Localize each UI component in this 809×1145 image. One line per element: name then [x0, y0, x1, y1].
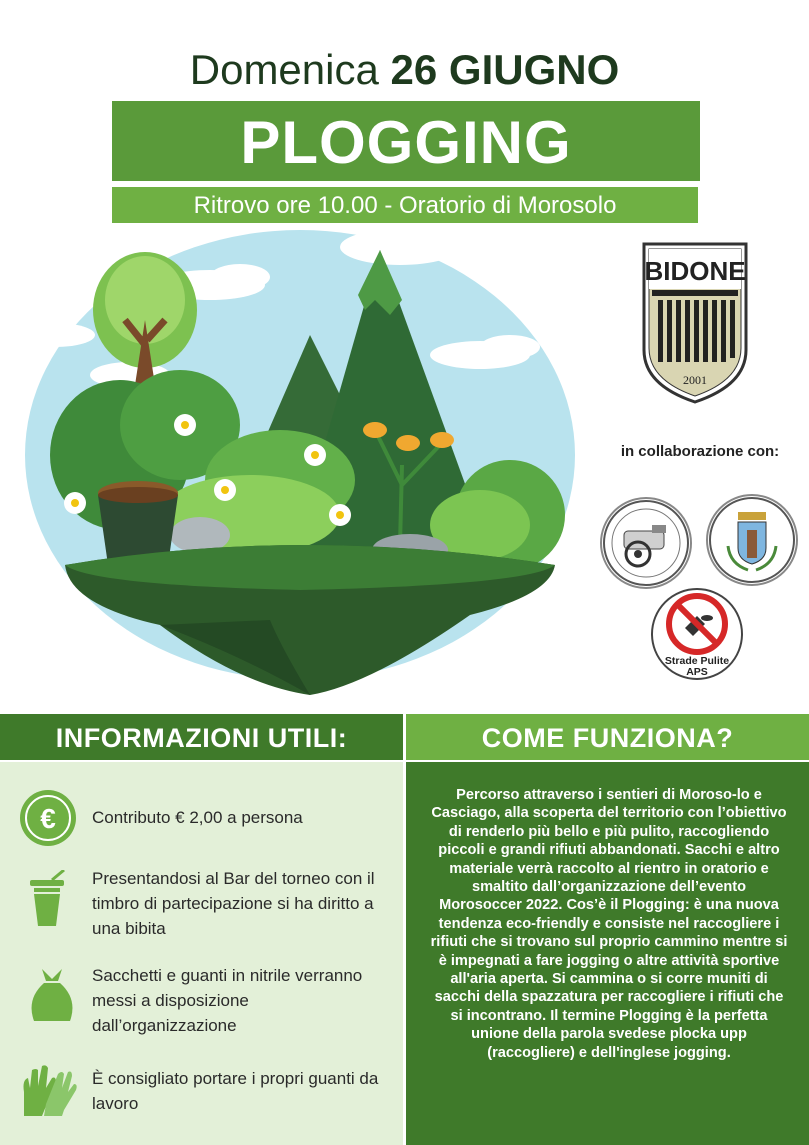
how-it-works-heading: COME FUNZIONA? [406, 714, 809, 760]
partner-logo-1 [600, 497, 692, 589]
strade-pulite-logo [651, 588, 743, 680]
floating-island-illustration [10, 225, 590, 695]
info-item-contribution: Contributo € 2,00 a persona [92, 808, 303, 827]
how-it-works-text: Percorso attraverso i sentieri di Moroso-lo e Casciago, alla scoperta del territorio con l’obiettivo di renderlo più bello e più pulito, raccogliendo piccoli e grandi rifiuti abbandonati. Sacchi e altro materiale verrà raccolto al rientro in oratorio e smaltito dall’organizzazione dell’evento Morosoccer 2022. Cos’è il Plogging: è una nuova tendenza eco-friendly e consiste nel raccogliere i rifiuti che si trovano sul proprio cammino mentre si è impegnati a fare jogging o altre attività sportive all'aria aperta. Si cammina o si corre muniti di sacchi della spazzatura per raccogliere i rifiuti che si incontrano. Il termine Plogging è la perfetta unione della parola svedese plocka upp (raccogliere) e dell'inglese jogging. [430, 787, 788, 1061]
collaboration-label: in collaborazione con: [620, 443, 780, 460]
strade-aps-label: APS [686, 666, 708, 678]
info-heading: INFORMAZIONI UTILI: [0, 714, 403, 760]
strade-pulite-label: Strade Pulite [664, 655, 730, 667]
bidone-year: 2001 [683, 373, 707, 387]
info-item-bags-gloves: Sacchetti e guanti in nitrile verranno messi a disposizione dall’organizzazione [92, 966, 363, 1035]
date-prefix: Domenica [189, 46, 391, 93]
info-item-work-gloves: È consigliato portare i propri guanti da lavoro [92, 1069, 379, 1113]
bidone-crest-logo [640, 240, 750, 405]
gloves-icon [18, 1058, 78, 1118]
partner-logo-2 [706, 494, 798, 586]
info-item-drink: Presentandosi al Bar del torneo con il timbro di partecipazione si ha diritto a una bibita [92, 869, 375, 938]
bidone-label: BIDONE [644, 256, 746, 286]
drink-cup-icon [22, 870, 82, 930]
euro-coin-icon [18, 788, 78, 848]
meeting-info: Ritrovo ore 10.00 - Oratorio di Morosolo [112, 187, 698, 223]
event-title: PLOGGING [112, 101, 700, 181]
trash-bag-icon [22, 965, 82, 1025]
date-day-month: 26 GIUGNO [390, 46, 620, 93]
svg-text:€: € [40, 803, 56, 834]
event-date [0, 46, 809, 94]
